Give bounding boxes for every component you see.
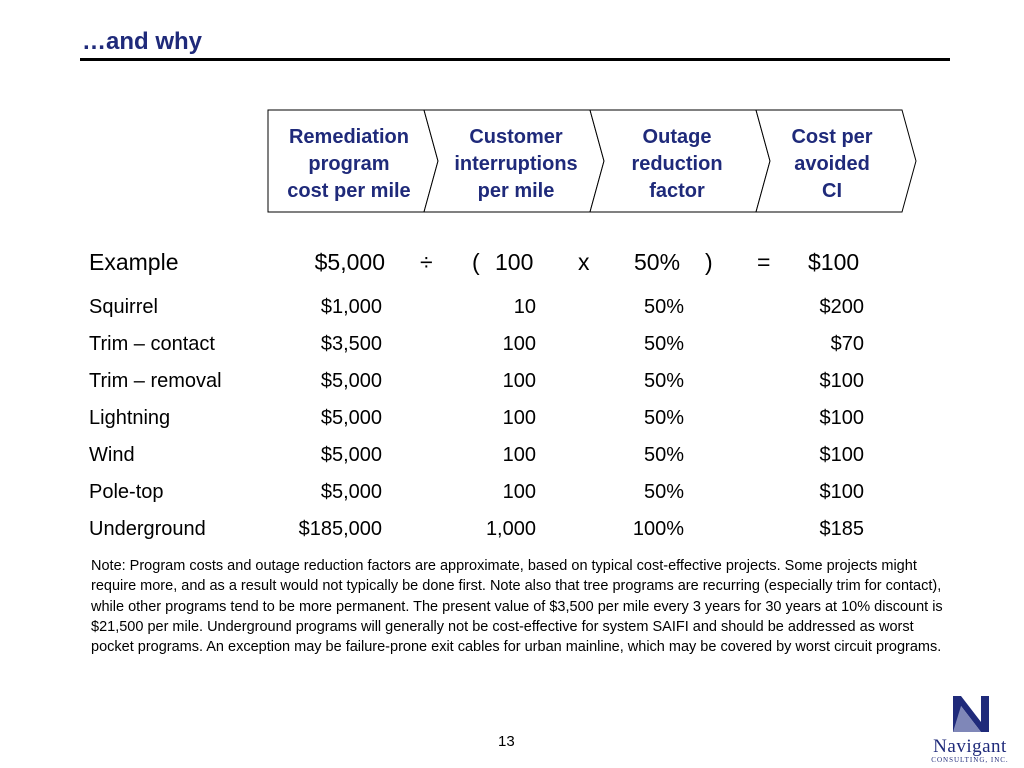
row-interruptions: 1,000 <box>485 518 536 540</box>
row-interruptions: 10 <box>513 296 536 318</box>
row-result: $100 <box>819 444 864 466</box>
row-cost: $5,000 <box>320 481 382 503</box>
row-interruptions: 100 <box>502 370 536 392</box>
table-row <box>0 407 1024 437</box>
navigant-logo <box>918 692 1022 766</box>
row-factor: 50% <box>643 481 684 503</box>
example-cost: $5,000 <box>314 249 385 275</box>
open-paren: ( <box>472 249 480 275</box>
times-operator: x <box>578 249 590 275</box>
stage-cost-per-ci-text: Cost per avoided CI <box>791 125 873 202</box>
row-factor: 100% <box>632 518 684 540</box>
page-number: 13 <box>498 733 515 750</box>
row-label: Wind <box>89 444 135 466</box>
table-row <box>0 444 1024 474</box>
logo-mark-icon <box>951 692 991 734</box>
close-paren: ) <box>705 249 713 275</box>
row-cost: $3,500 <box>320 333 382 355</box>
row-label: Trim – removal <box>89 370 222 392</box>
example-interruptions: 100 <box>495 249 534 275</box>
stage-reduction-text: Outage reduction factor <box>631 125 723 202</box>
row-factor: 50% <box>643 444 684 466</box>
stage-cost-per-ci <box>770 122 894 206</box>
table-row <box>0 333 1024 363</box>
row-result: $185 <box>819 518 864 540</box>
row-result: $100 <box>819 481 864 503</box>
row-label: Trim – contact <box>89 333 215 355</box>
logo-subtitle: CONSULTING, INC. <box>931 756 1009 764</box>
row-label: Lightning <box>89 407 171 429</box>
row-factor: 50% <box>643 296 684 318</box>
row-factor: 50% <box>643 370 684 392</box>
table-row <box>0 296 1024 326</box>
table-row <box>0 518 1024 548</box>
row-result: $100 <box>819 407 864 429</box>
logo-wordmark: Navigant <box>933 736 1007 757</box>
example-label: Example <box>89 249 179 275</box>
row-interruptions: 100 <box>502 481 536 503</box>
table-row <box>0 481 1024 511</box>
row-cost: $5,000 <box>320 407 382 429</box>
page-title: …and why <box>82 28 203 55</box>
stage-reduction-factor <box>604 122 750 206</box>
stage-cost-per-mile <box>272 122 426 206</box>
example-row <box>0 249 1024 279</box>
stage-cost-per-mile-text: Remediation program cost per mile <box>287 125 411 202</box>
divide-operator: ÷ <box>420 249 433 275</box>
row-cost: $1,000 <box>320 296 382 318</box>
row-result: $100 <box>819 370 864 392</box>
table-row <box>0 370 1024 400</box>
row-interruptions: 100 <box>502 444 536 466</box>
stage-interruptions-text: Customer interruptions per mile <box>454 125 578 202</box>
row-cost: $5,000 <box>320 444 382 466</box>
footnote: Note: Program costs and outage reduction factors are approximate, based on typical cost-effective projects. Some projects might require more, and as a result would not typically be done first. Note also that tree programs are recurring (especially trim for contact), while other programs tend to be more permanent. The present value of $3,500 per mile every 3 years for 30 years at 10% discount is $21,500 per mile. Underground programs will generally not be cost-effective for system SAIFI and should be addressed as worst pocket programs. An exception may be failure-prone exit cables for urban mainline, which may be covered by worst circuit programs. <box>91 558 943 656</box>
row-interruptions: 100 <box>502 407 536 429</box>
row-cost: $5,000 <box>320 370 382 392</box>
row-interruptions: 100 <box>502 333 536 355</box>
row-factor: 50% <box>643 333 684 355</box>
row-label: Pole-top <box>89 481 164 503</box>
stage-interruptions-per-mile <box>440 122 592 206</box>
row-result: $70 <box>830 333 864 355</box>
row-label: Underground <box>89 518 206 540</box>
row-factor: 50% <box>643 407 684 429</box>
row-cost: $185,000 <box>298 518 382 540</box>
row-label: Squirrel <box>89 296 158 318</box>
example-factor: 50% <box>634 249 681 275</box>
example-result: $100 <box>808 249 860 275</box>
equals-operator: = <box>757 249 771 275</box>
row-result: $200 <box>819 296 864 318</box>
